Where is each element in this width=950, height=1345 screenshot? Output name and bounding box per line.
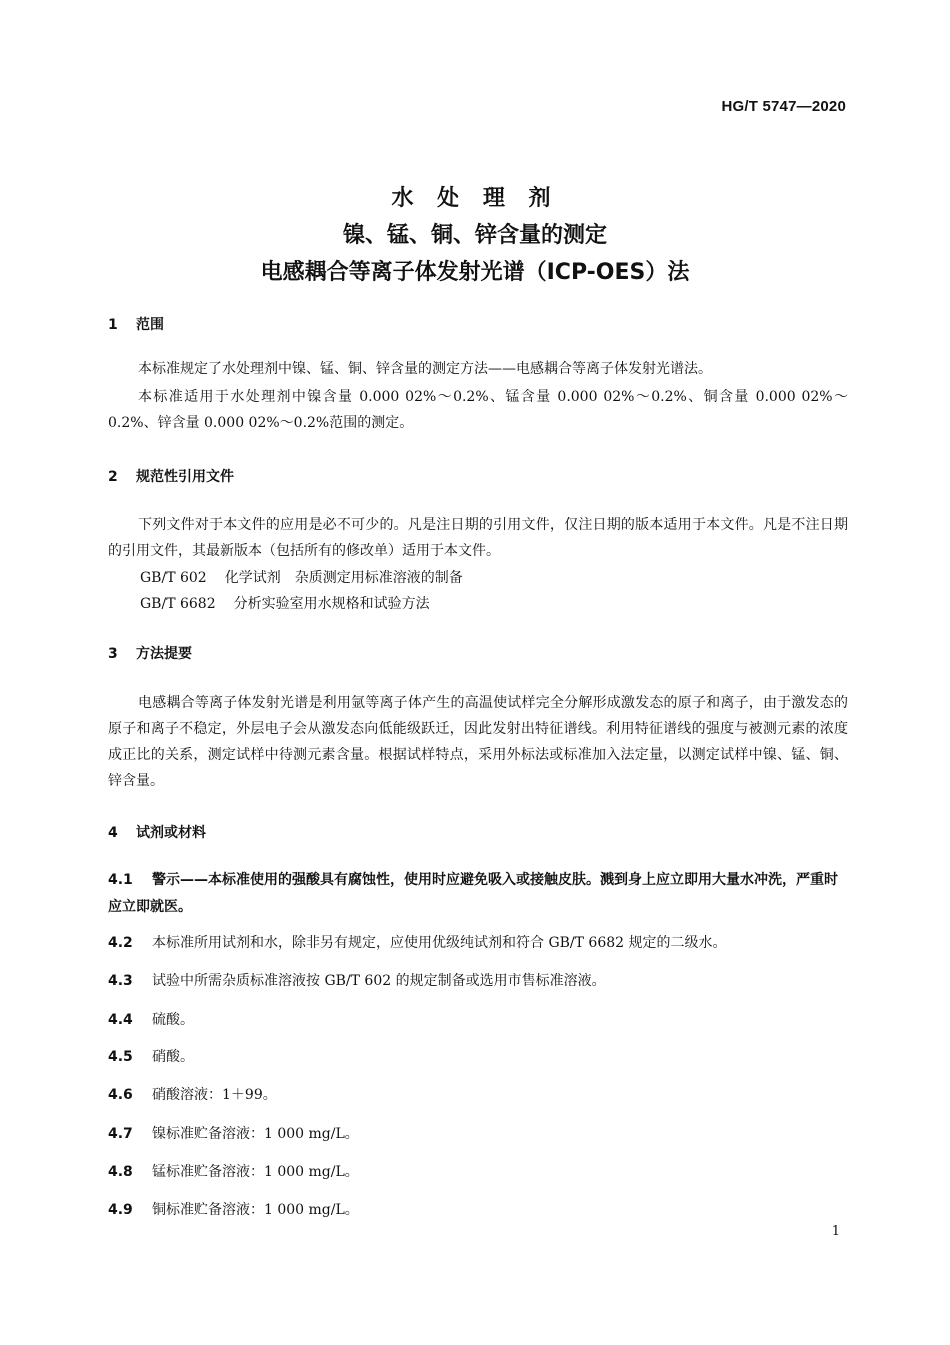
clause-text: 硝酸溶液：1＋99。 <box>152 1087 277 1103</box>
reference-code: GB/T 602 <box>140 570 207 586</box>
clause-item <box>108 1007 848 1034</box>
reference-title: 分析实验室用水规格和试验方法 <box>233 596 430 612</box>
reference-code: GB/T 6682 <box>140 596 216 612</box>
clause-number: 4.2 <box>108 935 133 951</box>
clause-number: 4.7 <box>108 1126 133 1142</box>
clause-number: 4.1 <box>108 872 133 888</box>
clause-item <box>108 1197 848 1224</box>
section-1-paragraph-2: 本标准适用于水处理剂中镍含量 0.000 02%～0.2%、锰含量 0.000 02%～0.2%、铜含量 0.000 02%～0.2%、锌含量 0.000 02%～0.2%范围的测定。 <box>108 389 848 431</box>
title-line-2: 镍、锰、铜、锌含量的测定 <box>342 223 607 248</box>
clause-text: 锰标准贮备溶液：1 000 mg/L。 <box>152 1164 359 1180</box>
section-1-paragraph-1: 本标准规定了水处理剂中镍、锰、铜、锌含量的测定方法——电感耦合等离子体发射光谱法。 <box>138 361 712 377</box>
section-2-paragraph-1: 下列文件对于本文件的应用是必不可少的。凡是注日期的引用文件，仅注日期的版本适用于本文件。凡是不注日期的引用文件，其最新版本（包括所有的修改单）适用于本文件。 <box>108 517 848 559</box>
clause-text: 本标准所用试剂和水，除非另有规定，应使用优级纯试剂和符合 GB/T 6682 规定的二级水。 <box>152 935 727 951</box>
document-title <box>0 180 950 291</box>
clause-number: 4.4 <box>108 1012 133 1028</box>
clause-text: 铜标准贮备溶液：1 000 mg/L。 <box>152 1202 359 1218</box>
standard-code: HG/T 5747—2020 <box>721 98 846 115</box>
clause-4-1-warning <box>108 867 848 921</box>
clause-text: 硝酸。 <box>152 1049 194 1065</box>
clause-text: 试验中所需杂质标准溶液按 GB/T 602 的规定制备或选用市售标准溶液。 <box>152 973 606 989</box>
clause-item <box>108 1044 848 1071</box>
page-number: 1 <box>831 1224 840 1239</box>
section-4-heading <box>108 822 206 842</box>
clause-text: 警示——本标准使用的强酸具有腐蚀性，使用时应避免吸入或接触皮肤。溅到身上应立即用大量水冲洗，严重时应立即就医。 <box>108 872 838 915</box>
normative-reference <box>140 567 463 587</box>
clause-item <box>108 1121 848 1148</box>
normative-reference <box>140 593 430 613</box>
section-3-heading <box>108 643 192 663</box>
section-number: 2 <box>108 469 118 485</box>
section-number: 4 <box>108 825 118 841</box>
clause-number: 4.9 <box>108 1202 133 1218</box>
clause-number: 4.3 <box>108 973 133 989</box>
clause-number: 4.6 <box>108 1087 133 1103</box>
title-line-3: 电感耦合等离子体发射光谱（ICP-OES）法 <box>260 260 690 285</box>
section-3-paragraph-1: 电感耦合等离子体发射光谱是利用氩等离子体产生的高温使试样完全分解形成激发态的原子和离子，由于激发态的原子和离子不稳定，外层电子会从激发态向低能级跃迁，因此发射出特征谱线。利用特征谱线的强度与被测元素的浓度成正比的关系，测定试样中待测元素含量。根据试样特点，采用外标法或标准加入法定量，以测定试样中镍、锰、铜、锌含量。 <box>108 695 848 789</box>
section-title: 范围 <box>136 317 164 333</box>
clause-item <box>108 1159 848 1186</box>
clause-number: 4.8 <box>108 1164 133 1180</box>
clause-text: 镍标准贮备溶液：1 000 mg/L。 <box>152 1126 359 1142</box>
clause-number: 4.5 <box>108 1049 133 1065</box>
clause-item <box>108 930 848 957</box>
section-number: 1 <box>108 317 118 333</box>
section-number: 3 <box>108 646 118 662</box>
clause-text: 硫酸。 <box>152 1012 194 1028</box>
clause-item <box>108 968 848 995</box>
section-title: 规范性引用文件 <box>136 469 234 485</box>
section-title: 方法提要 <box>136 646 192 662</box>
clause-item <box>108 1082 848 1109</box>
section-1-heading <box>108 314 164 334</box>
title-line-1: 水 处 理 剂 <box>391 186 559 211</box>
section-2-heading <box>108 466 234 486</box>
section-title: 试剂或材料 <box>136 825 206 841</box>
reference-title: 化学试剂 杂质测定用标准溶液的制备 <box>224 570 463 586</box>
